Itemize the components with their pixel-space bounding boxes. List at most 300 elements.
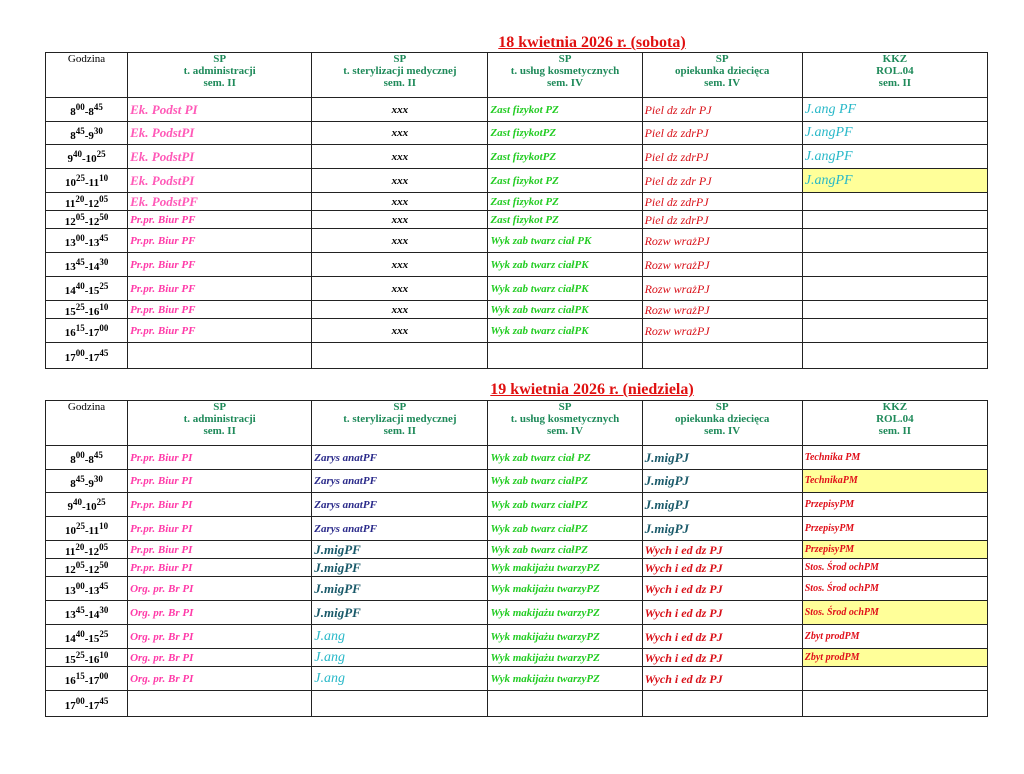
schedule-cell: Piel dz zdrPJ (642, 211, 802, 229)
schedule-cell: Wyk makijażu twarzyPZ (488, 559, 642, 577)
time-minutes: 50 (99, 212, 109, 222)
time-minutes: 25 (96, 149, 106, 159)
schedule-cell (312, 691, 488, 717)
time-slot: $15^{25}-16^{10}$ (46, 649, 128, 667)
schedule-cell: Piel dz zdr PJ (642, 98, 802, 122)
time-hour: 9 (67, 501, 73, 513)
column-header-line: sem. II (878, 77, 912, 89)
time-hour: 14 (64, 285, 76, 297)
time-hour: 13 (88, 237, 100, 249)
day1-column-header (312, 53, 488, 98)
time-slot: $16^{15}-17^{00}$ (46, 667, 128, 691)
schedule-cell: Stos. Środ ochPM (802, 559, 987, 577)
time-slot: $8^{00}-8^{45}$ (46, 98, 128, 122)
time-slot: $12^{05}-12^{50}$ (46, 559, 128, 577)
table-row (46, 277, 988, 301)
time-minutes: 00 (99, 323, 109, 333)
time-hour: 13 (88, 585, 100, 597)
schedule-cell: Stos. Środ ochPM (802, 577, 987, 601)
table-row (46, 691, 988, 717)
column-header-line: KKZ (882, 401, 908, 413)
schedule-cell: J.migPJ (642, 517, 802, 541)
schedule-cell: Zbyt prodPM (802, 625, 987, 649)
schedule-cell: Ek. PodstPI (128, 145, 312, 169)
time-minutes: 15 (75, 323, 85, 333)
time-slot: $8^{00}-8^{45}$ (46, 446, 128, 470)
schedule-cell: Rozw wrażPJ (642, 301, 802, 319)
column-header-line: opiekunka dziecięca (674, 65, 770, 77)
column-header-line: sem. II (383, 425, 417, 437)
schedule-cell: Org. pr. Br PI (128, 577, 312, 601)
schedule-cell: Wyk makijażu twarzyPZ (488, 625, 642, 649)
table-row (46, 577, 988, 601)
time-minutes: 25 (76, 521, 85, 531)
time-hour: 8 (70, 129, 76, 142)
table-row (46, 667, 988, 691)
time-slot: $12^{05}-12^{50}$ (46, 211, 128, 229)
table-row (46, 211, 988, 229)
time-slot: $14^{40}-15^{25}$ (46, 277, 128, 301)
table-row (46, 301, 988, 319)
day2-column-header (642, 401, 802, 446)
schedule-cell: Pr.pr. Biur PI (128, 541, 312, 559)
time-slot: $8^{45}-9^{30}$ (46, 470, 128, 493)
time-hour: 8 (70, 106, 76, 118)
schedule-cell (128, 343, 312, 369)
schedule-cell: xxx (312, 145, 488, 169)
schedule-cell: J.ang PF (802, 98, 987, 122)
time-minutes: 00 (75, 696, 85, 706)
schedule-cell: J.ang (312, 625, 488, 649)
time-hour: 12 (88, 198, 100, 210)
schedule-cell: Wych i ed dz PJ (642, 577, 802, 601)
schedule-cell: Org. pr. Br PI (128, 649, 312, 667)
table-row (46, 193, 988, 211)
schedule-cell (802, 277, 987, 301)
schedule-cell (642, 343, 802, 369)
time-minutes: 45 (75, 125, 85, 136)
time-minutes: 40 (75, 281, 85, 291)
schedule-cell: Wyk zab twarz ciałPZ (488, 517, 642, 541)
time-hour: 13 (64, 585, 76, 597)
time-minutes: 45 (99, 348, 109, 358)
schedule-cell: J.migPF (312, 601, 488, 625)
schedule-cell (802, 301, 987, 319)
column-header-line: SP (558, 401, 572, 413)
time-minutes: 00 (75, 102, 85, 112)
schedule-cell: Pr.pr. Biur PI (128, 517, 312, 541)
schedule-cell: J.migPF (312, 559, 488, 577)
schedule-cell: Rozw wrażPJ (642, 253, 802, 277)
schedule-cell: Wyk zab twarz ciał PZ (488, 446, 642, 470)
schedule-cell: Org. pr. Br PI (128, 667, 312, 691)
schedule-cell: TechnikaPM (802, 470, 987, 493)
time-hour: 11 (88, 525, 100, 537)
column-header-line: sem. II (878, 425, 912, 437)
schedule-cell: Zast fizykot PZ (488, 98, 642, 122)
schedule-cell: J.migPJ (642, 470, 802, 493)
column-header-line: KKZ (882, 53, 908, 65)
schedule-cell: Pr.pr. Biur PI (128, 559, 312, 577)
time-minutes: 00 (99, 671, 109, 681)
day1-column-header (128, 53, 312, 98)
table-row (46, 169, 988, 193)
column-header-line: SP (393, 53, 407, 65)
time-hour: 15 (64, 306, 76, 318)
time-minutes: 15 (75, 671, 85, 681)
column-header-line: t. usług kosmetycznych (510, 65, 620, 77)
schedule-cell: Wyk zab twarz ciał PK (488, 229, 642, 253)
schedule-cell: Wyk makijażu twarzyPZ (488, 601, 642, 625)
column-header-line: ROL.04 (876, 65, 914, 77)
schedule-cell: Wyk makijażu twarzyPZ (488, 577, 642, 601)
time-minutes: 10 (99, 302, 109, 312)
time-minutes: 20 (75, 194, 85, 204)
time-hour: 15 (88, 633, 100, 645)
schedule-cell: Zast fizykot PZ (488, 211, 642, 229)
time-minutes: 45 (99, 233, 109, 243)
schedule-cell: J.angPF (802, 169, 987, 193)
table-row (46, 229, 988, 253)
schedule-cell: PrzepisyPM (802, 517, 987, 541)
schedule-cell: Ek. PodstPI (128, 169, 312, 193)
schedule-cell: Piel dz zdrPJ (642, 145, 802, 169)
table-row (46, 517, 988, 541)
schedule-cell: Piel dz zdrPJ (642, 193, 802, 211)
time-hour: 8 (88, 454, 94, 466)
schedule-cell: xxx (312, 169, 488, 193)
day1-title: 18 kwietnia 2026 r. (sobota) (498, 34, 686, 51)
column-header-line: ROL.04 (876, 413, 914, 425)
schedule-cell: Stos. Środ ochPM (802, 601, 987, 625)
column-header-line: SP (213, 53, 227, 65)
time-minutes: 50 (99, 560, 109, 570)
column-header-line: sem. IV (546, 425, 584, 437)
time-hour: 8 (70, 477, 76, 490)
time-slot: $11^{20}-12^{05}$ (46, 193, 128, 211)
time-hour: 17 (88, 675, 100, 687)
column-header-line: t. sterylizacji medycznej (343, 65, 457, 77)
time-hour: 14 (88, 261, 100, 273)
column-header-line: sem. IV (704, 425, 741, 437)
schedule-cell: Wych i ed dz PJ (642, 667, 802, 691)
table-row (46, 343, 988, 369)
time-hour: 10 (65, 177, 76, 189)
column-header-line: sem. II (203, 77, 236, 89)
schedule-cell: Wych i ed dz PJ (642, 541, 802, 559)
schedule-cell: Org. pr. Br PI (128, 601, 312, 625)
schedule-cell: Rozw wrażPJ (642, 319, 802, 343)
column-header-line: SP (715, 401, 729, 413)
schedule-cell: Pr.pr. Biur PF (128, 229, 312, 253)
time-slot: $11^{20}-12^{05}$ (46, 541, 128, 559)
time-minutes: 45 (99, 581, 109, 591)
time-hour: 17 (88, 327, 100, 339)
day2-column-header (802, 401, 987, 446)
column-header-line: SP (213, 401, 227, 413)
time-minutes: 30 (99, 605, 109, 615)
time-hour: 16 (64, 675, 76, 687)
schedule-cell: J.migPJ (642, 446, 802, 470)
schedule-cell (802, 193, 987, 211)
schedule-cell: J.migPF (312, 541, 488, 559)
time-hour: 11 (65, 546, 76, 558)
time-hour: 14 (88, 609, 100, 621)
time-minutes: 25 (75, 650, 85, 660)
table-row (46, 470, 988, 493)
time-slot: $10^{25}-11^{10}$ (46, 517, 128, 541)
schedule-cell: xxx (312, 277, 488, 301)
time-minutes: 20 (75, 542, 85, 552)
time-hour: 12 (88, 546, 100, 558)
table-row (46, 145, 988, 169)
time-hour: 12 (64, 216, 76, 228)
schedule-cell: Wyk zab twarz ciałPZ (488, 470, 642, 493)
schedule-cell: Ek. PodstPI (128, 122, 312, 145)
table-row (46, 601, 988, 625)
schedule-cell: Wych i ed dz PJ (642, 625, 802, 649)
time-slot: $15^{25}-16^{10}$ (46, 301, 128, 319)
schedule-cell: Technika PM (802, 446, 987, 470)
time-hour: 9 (88, 477, 94, 490)
time-minutes: 45 (75, 473, 85, 484)
time-minutes: 45 (75, 257, 85, 267)
time-hour: 13 (64, 237, 76, 249)
time-hour: 17 (64, 352, 76, 364)
schedule-cell (802, 691, 987, 717)
schedule-cell: Pr.pr. Biur PI (128, 493, 312, 517)
time-hour: 14 (64, 633, 76, 645)
day1-header-godzina: Godzina (46, 53, 128, 98)
time-hour: 8 (70, 454, 76, 466)
time-minutes: 40 (72, 149, 82, 159)
time-minutes: 45 (75, 605, 85, 615)
schedule-cell: Piel dz zdrPJ (642, 122, 802, 145)
schedule-cell: Wyk makijażu twarzyPZ (488, 667, 642, 691)
time-slot: $17^{00}-17^{45}$ (46, 691, 128, 717)
time-hour: 15 (88, 285, 100, 297)
time-minutes: 10 (99, 521, 109, 531)
table-row (46, 98, 988, 122)
time-minutes: 45 (93, 102, 103, 112)
table-row (46, 559, 988, 577)
time-minutes: 00 (75, 348, 85, 358)
schedule-cell: Pr.pr. Biur PF (128, 277, 312, 301)
column-header-line: sem. II (383, 77, 417, 89)
time-hour: 16 (88, 306, 100, 318)
time-minutes: 25 (96, 497, 106, 507)
schedule-cell (312, 343, 488, 369)
time-hour: 16 (88, 654, 100, 666)
table-row (46, 493, 988, 517)
time-hour: 8 (88, 106, 94, 118)
schedule-cell: J.ang (312, 667, 488, 691)
schedule-cell: Ek. PodstPF (128, 193, 312, 211)
time-hour: 9 (67, 153, 73, 165)
time-minutes: 00 (75, 233, 85, 243)
time-hour: 13 (64, 609, 76, 621)
schedule-cell: Rozw wrażPJ (642, 277, 802, 301)
column-header-line: t. administracji (183, 413, 256, 425)
schedule-cell: Zarys anatPF (312, 446, 488, 470)
column-header-line: t. administracji (183, 65, 256, 77)
day2-column-header (128, 401, 312, 446)
time-hour: 12 (88, 564, 100, 576)
time-minutes: 00 (75, 450, 85, 460)
schedule-cell: J.angPF (802, 145, 987, 169)
schedule-cell: Zarys anatPF (312, 493, 488, 517)
schedule-cell: xxx (312, 122, 488, 145)
schedule-cell: Zast fizykot PZ (488, 169, 642, 193)
time-slot: $9^{40}-10^{25}$ (46, 145, 128, 169)
schedule-cell: PrzepisyPM (802, 493, 987, 517)
time-hour: 10 (85, 501, 97, 513)
table-row (46, 541, 988, 559)
time-minutes: 30 (93, 125, 103, 136)
column-header-line: sem. IV (546, 77, 584, 89)
time-slot: $17^{00}-17^{45}$ (46, 343, 128, 369)
schedule-cell: J.ang (312, 649, 488, 667)
time-slot: $13^{00}-13^{45}$ (46, 577, 128, 601)
time-slot: $13^{45}-14^{30}$ (46, 601, 128, 625)
schedule-cell: PrzepisyPM (802, 541, 987, 559)
schedule-cell: Pr.pr. Biur PF (128, 319, 312, 343)
time-minutes: 40 (72, 497, 82, 507)
schedule-cell: Wych i ed dz PJ (642, 559, 802, 577)
time-hour: 12 (64, 564, 76, 576)
time-minutes: 00 (75, 581, 85, 591)
table-row (46, 625, 988, 649)
time-hour: 10 (65, 525, 76, 537)
schedule-cell: xxx (312, 211, 488, 229)
day2-title: 19 kwietnia 2026 r. (niedziela) (490, 381, 694, 398)
schedule-cell: Wych i ed dz PJ (642, 649, 802, 667)
schedule-cell (802, 229, 987, 253)
schedule-cell (802, 319, 987, 343)
time-minutes: 40 (75, 629, 85, 639)
schedule-cell: Ek. Podst PI (128, 98, 312, 122)
schedule-table-sunday (45, 400, 988, 717)
schedule-cell: Zarys anatPF (312, 470, 488, 493)
schedule-cell: Pr.pr. Biur PI (128, 446, 312, 470)
column-header-line: opiekunka dziecięca (674, 413, 770, 425)
day1-column-header (488, 53, 642, 98)
column-header-line: t. sterylizacji medycznej (343, 413, 457, 425)
schedule-cell: Pr.pr. Biur PF (128, 301, 312, 319)
column-header-line: sem. II (203, 425, 236, 437)
schedule-cell: Org. pr. Br PI (128, 625, 312, 649)
schedule-cell: Zast fizykotPZ (488, 145, 642, 169)
time-slot: $10^{25}-11^{10}$ (46, 169, 128, 193)
time-slot: $8^{45}-9^{30}$ (46, 122, 128, 145)
column-header-line: SP (393, 401, 407, 413)
time-slot: $16^{15}-17^{00}$ (46, 319, 128, 343)
schedule-cell (802, 211, 987, 229)
schedule-cell: Wyk zab twarz ciałPK (488, 253, 642, 277)
schedule-cell: Wyk zab twarz ciałPZ (488, 541, 642, 559)
time-minutes: 05 (99, 542, 109, 552)
schedule-cell: Zbyt prodPM (802, 649, 987, 667)
table-row (46, 319, 988, 343)
time-slot: $9^{40}-10^{25}$ (46, 493, 128, 517)
schedule-cell (488, 343, 642, 369)
day2-column-header (312, 401, 488, 446)
day2-header-godzina: Godzina (46, 401, 128, 446)
time-minutes: 25 (99, 281, 109, 291)
schedule-cell: Wyk zab twarz ciałPK (488, 319, 642, 343)
table-row (46, 122, 988, 145)
time-slot: $14^{40}-15^{25}$ (46, 625, 128, 649)
schedule-cell: xxx (312, 301, 488, 319)
schedule-cell: Wyk zab twarz ciałPK (488, 301, 642, 319)
time-hour: 11 (88, 177, 100, 189)
day2-column-header (488, 401, 642, 446)
schedule-cell: Piel dz zdr PJ (642, 169, 802, 193)
schedule-cell: Zast fizykotPZ (488, 122, 642, 145)
column-header-line: sem. IV (704, 77, 741, 89)
day1-column-header (642, 53, 802, 98)
time-minutes: 30 (93, 473, 103, 484)
time-minutes: 10 (99, 650, 109, 660)
table-row (46, 446, 988, 470)
schedule-cell: xxx (312, 319, 488, 343)
time-minutes: 45 (93, 450, 103, 460)
column-header-line: SP (558, 53, 572, 65)
time-hour: 16 (64, 327, 76, 339)
time-minutes: 25 (75, 302, 85, 312)
schedule-cell: Pr.pr. Biur PF (128, 253, 312, 277)
schedule-cell: Rozw wrażPJ (642, 229, 802, 253)
time-hour: 17 (88, 352, 100, 364)
schedule-cell (128, 691, 312, 717)
schedule-cell: Wyk zab twarz ciałPK (488, 277, 642, 301)
schedule-cell: Pr.pr. Biur PI (128, 470, 312, 493)
schedule-cell: Zast fizykot PZ (488, 193, 642, 211)
schedule-cell: Wyk zab twarz ciałPZ (488, 493, 642, 517)
schedule-cell (802, 667, 987, 691)
schedule-cell: Pr.pr. Biur PF (128, 211, 312, 229)
schedule-cell: J.migPF (312, 577, 488, 601)
time-minutes: 05 (75, 212, 85, 222)
time-slot: $13^{00}-13^{45}$ (46, 229, 128, 253)
time-minutes: 30 (99, 257, 109, 267)
time-minutes: 45 (99, 696, 109, 706)
schedule-cell: Wyk makijażu twarzyPZ (488, 649, 642, 667)
time-minutes: 05 (75, 560, 85, 570)
schedule-cell (488, 691, 642, 717)
table-row (46, 649, 988, 667)
time-hour: 11 (65, 198, 76, 210)
schedule-cell: xxx (312, 98, 488, 122)
schedule-cell: Zarys anatPF (312, 517, 488, 541)
schedule-cell (802, 253, 987, 277)
day1-column-header (802, 53, 987, 98)
time-slot: $13^{45}-14^{30}$ (46, 253, 128, 277)
schedule-cell: J.migPJ (642, 493, 802, 517)
time-hour: 12 (88, 216, 100, 228)
time-minutes: 10 (99, 173, 109, 183)
time-minutes: 25 (76, 173, 85, 183)
schedule-cell (802, 343, 987, 369)
time-hour: 13 (64, 261, 76, 273)
schedule-cell: xxx (312, 193, 488, 211)
schedule-cell: xxx (312, 253, 488, 277)
time-minutes: 25 (99, 629, 109, 639)
column-header-line: SP (715, 53, 729, 65)
time-hour: 17 (88, 700, 100, 712)
table-row (46, 253, 988, 277)
time-minutes: 05 (99, 194, 109, 204)
